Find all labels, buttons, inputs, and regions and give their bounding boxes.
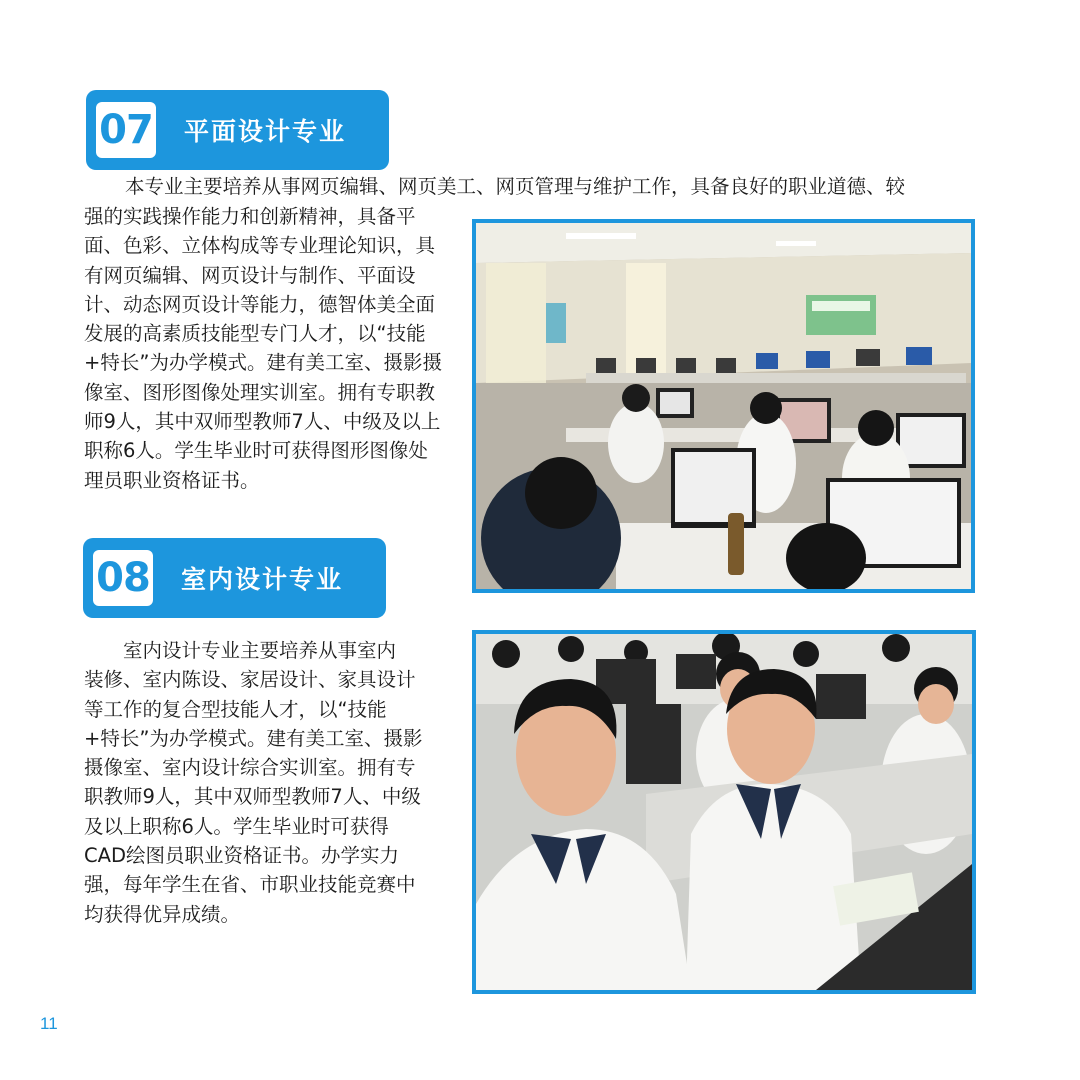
section-07-line: 强的实践操作能力和创新精神，具备平 — [84, 205, 416, 228]
section-07-line: 发展的高素质技能型专门人才，以“技能 — [84, 322, 426, 346]
section-08-line: 强，每年学生在省、市职业技能竞赛中 — [84, 873, 416, 897]
section-08-header — [83, 538, 386, 618]
section-08-line: 等工作的复合型技能人才，以“技能 — [84, 697, 387, 721]
section-08-line: 室内设计专业主要培养从事室内 — [123, 639, 397, 662]
section-07-line: 理员职业资格证书。 — [84, 468, 260, 492]
section-08-line: 摄像室、室内设计综合实训室。拥有专 — [84, 756, 416, 780]
section-08-body — [84, 636, 464, 929]
section-07-number: 07 — [96, 102, 156, 158]
classroom-photo-2-illustration — [476, 634, 972, 990]
section-07-line: 像室、图形图像处理实训室。拥有专职教 — [84, 380, 436, 404]
classroom-photo-1-illustration — [476, 223, 971, 589]
section-07-line: 职称6人。学生毕业时可获得图形图像处 — [84, 439, 428, 463]
section-08-line: 职教师9人，其中双师型教师7人、中级 — [84, 785, 421, 809]
section-08-number: 08 — [93, 550, 153, 606]
section-08-line: +特长”为办学模式。建有美工室、摄影 — [84, 726, 423, 750]
classroom-photo-graphic-design — [472, 219, 975, 593]
section-08-title: 室内设计专业 — [181, 565, 344, 594]
page-number: 11 — [40, 1014, 58, 1033]
section-08-line: 及以上职称6人。学生毕业时可获得 — [84, 814, 389, 838]
section-07-title: 平面设计专业 — [184, 117, 347, 146]
section-07-header — [86, 90, 389, 170]
section-07-line: 计、动态网页设计等能力，德智体美全面 — [84, 292, 436, 316]
section-07-line: 有网页编辑、网页设计与制作、平面设 — [84, 263, 416, 287]
classroom-photo-interior-design — [472, 630, 976, 994]
section-07-lead-line: 本专业主要培养从事网页编辑、网页美工、网页管理与维护工作，具备良好的职业道德、较 — [125, 175, 906, 198]
section-08-line: 装修、室内陈设、家居设计、家具设计 — [84, 668, 416, 692]
section-08-line: 均获得优异成绩。 — [84, 902, 241, 926]
section-08-line: CAD绘图员职业资格证书。办学实力 — [84, 844, 399, 868]
section-07-line: +特长”为办学模式。建有美工室、摄影摄 — [84, 351, 442, 375]
section-07-line: 面、色彩、立体构成等专业理论知识，具 — [84, 234, 436, 258]
section-07-line: 师9人，其中双师型教师7人、中级及以上 — [84, 410, 441, 434]
section-07-body — [84, 202, 470, 495]
